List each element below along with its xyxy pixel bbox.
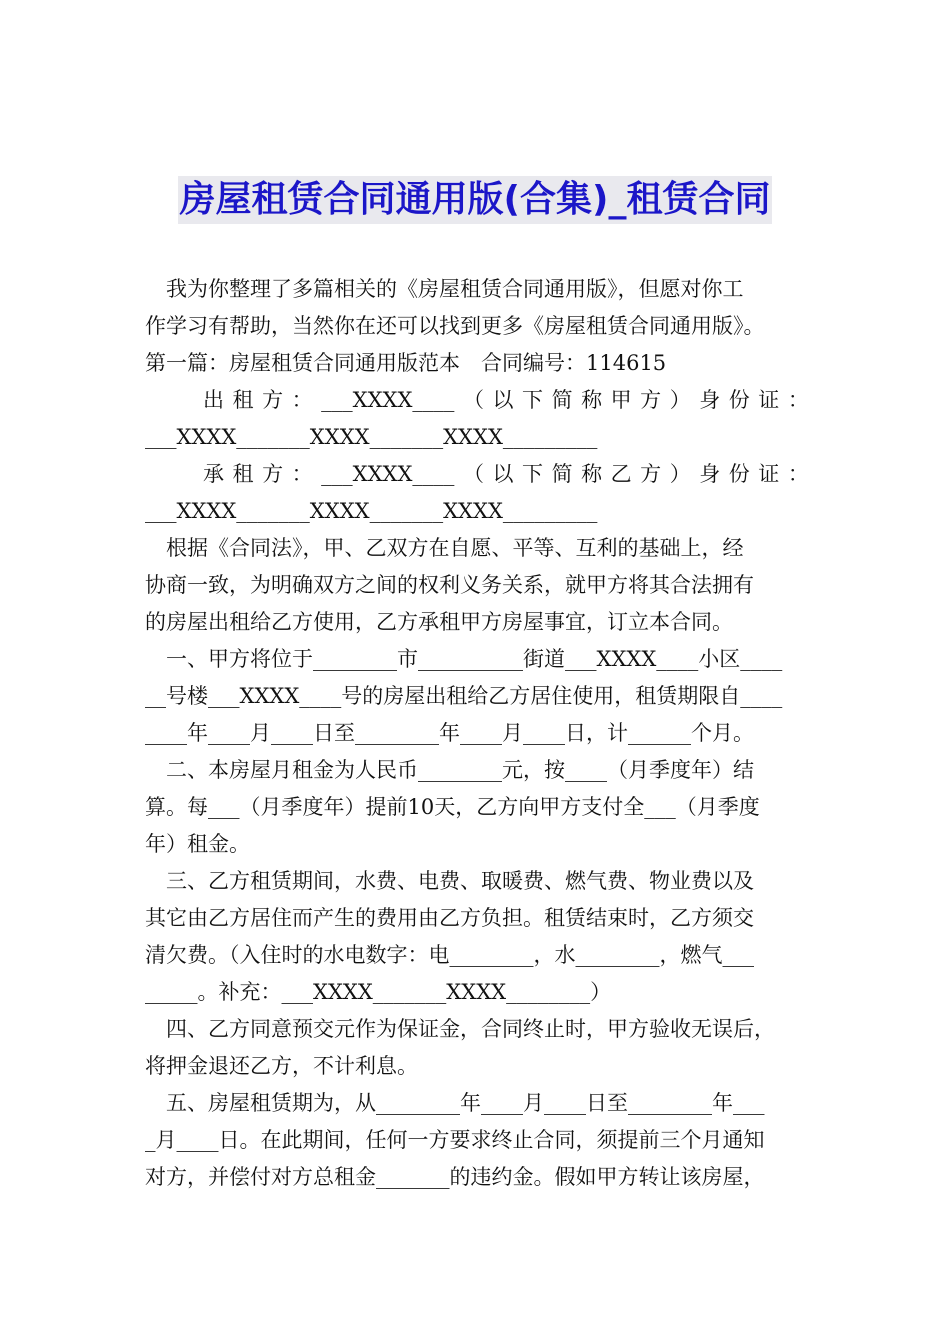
party-line-token: 甲 — [610, 388, 632, 412]
party-line-token: 乙 — [610, 462, 632, 486]
party-line-token: ： — [291, 462, 313, 486]
chapter-heading: 第一篇：房屋租赁合同通用版范本 合同编号：114615 — [145, 351, 667, 375]
party-line-token: 证 — [758, 388, 780, 412]
party-line-token: ___XXXX____ — [321, 388, 455, 412]
party-line-token: 份 — [728, 462, 750, 486]
party-line-token: 称 — [581, 462, 603, 486]
party-line-token: ： — [291, 388, 313, 412]
party-line-token: 方 — [262, 388, 284, 412]
preamble-line-1: 根据《合同法》，甲、乙双方在自愿、平等、互利的基础上，经 — [166, 536, 744, 560]
party-line-token: 以 — [492, 462, 514, 486]
clause-4-line-2: 将押金退还乙方，不计利息。 — [145, 1054, 418, 1078]
party-line-token: 出 — [203, 388, 224, 412]
intro-line-2: 作学习有帮助，当然你在还可以找到更多《房屋租赁合同通用版》。 — [145, 314, 765, 338]
clause-4-line-1: 四、乙方同意预交元作为保证金，合同终止时，甲方验收无误后， — [166, 1017, 775, 1041]
party-line-token: 方 — [640, 462, 662, 486]
party-line-token: ： — [787, 462, 809, 486]
party-line-token: 租 — [232, 462, 254, 486]
clause-3-line-1: 三、乙方租赁期间，水费、电费、取暖费、燃气费、物业费以及 — [166, 869, 754, 893]
document-title: 房屋租赁合同通用版(合集)_租赁合同 — [178, 176, 773, 224]
party-line-token: ） — [669, 462, 691, 486]
clause-3-line-2: 其它由乙方居住而产生的费用由乙方负担。租赁结束时，乙方须交 — [145, 906, 754, 930]
party-line-token: 简 — [551, 388, 573, 412]
preamble-line-2: 协商一致，为明确双方之间的权利义务关系，就甲方将其合法拥有 — [145, 573, 754, 597]
party-line-token: 方 — [262, 462, 284, 486]
lessor-id-line: ___XXXX_______XXXX_______XXXX_________ — [145, 425, 598, 449]
clause-5-line-3: 对方，并偿付对方总租金_______的违约金。假如甲方转让该房屋， — [145, 1165, 765, 1189]
clause-5-line-2: _月____日。在此期间，任何一方要求终止合同，须提前三个月通知 — [145, 1128, 765, 1152]
clause-2-line-3: 年）租金。 — [145, 832, 250, 856]
clause-2-line-1: 二、本房屋月租金为人民币________元，按____（月季度年）结 — [166, 758, 754, 782]
party-line-token: 以 — [492, 388, 514, 412]
party-line-token: 简 — [551, 462, 573, 486]
preamble-line-3: 的房屋出租给乙方使用，乙方承租甲方房屋事宜，订立本合同。 — [145, 610, 733, 634]
party-line-token: ） — [669, 388, 691, 412]
title-container — [0, 176, 950, 224]
party-line-token: 下 — [522, 462, 544, 486]
clause-1-line-3: ____年____月____日至________年____月____日，计______个月。 — [145, 721, 754, 745]
party-line-token: 身 — [699, 388, 721, 412]
clause-3-line-3: 清欠费。（入住时的水电数字：电________，水________，燃气___ — [145, 943, 754, 967]
clause-1-line-1: 一、甲方将位于________市__________街道___XXXX____小区____ — [166, 647, 783, 671]
party-line-token: ： — [787, 388, 809, 412]
intro-line-1: 我为你整理了多篇相关的《房屋租赁合同通用版》，但愿对你工 — [166, 277, 744, 301]
party-line-token: 租 — [232, 388, 254, 412]
document-body — [145, 271, 809, 1196]
lessee-line — [145, 456, 809, 493]
party-line-token: 身 — [699, 462, 721, 486]
lessor-line — [145, 382, 809, 419]
clause-2-line-2: 算。每___（月季度年）提前10天，乙方向甲方支付全___（月季度 — [145, 795, 760, 819]
party-line-token: 称 — [581, 388, 603, 412]
party-line-token: （ — [462, 388, 484, 412]
party-line-token: 下 — [522, 388, 544, 412]
party-line-token: 方 — [640, 388, 662, 412]
party-line-token: 份 — [728, 388, 750, 412]
party-line-token: （ — [462, 462, 484, 486]
lessee-id-line: ___XXXX_______XXXX_______XXXX_________ — [145, 499, 598, 523]
clause-1-line-2: __号楼___XXXX____号的房屋出租给乙方居住使用，租赁期限自____ — [145, 684, 783, 708]
party-line-token: 承 — [203, 462, 224, 486]
clause-5-line-1: 五、房屋租赁期为，从________年____月____日至________年___ — [166, 1091, 765, 1115]
party-line-token: ___XXXX____ — [321, 462, 455, 486]
clause-3-line-4: _____。补充：___XXXX_______XXXX________） — [145, 980, 612, 1004]
party-line-token: 证 — [758, 462, 780, 486]
